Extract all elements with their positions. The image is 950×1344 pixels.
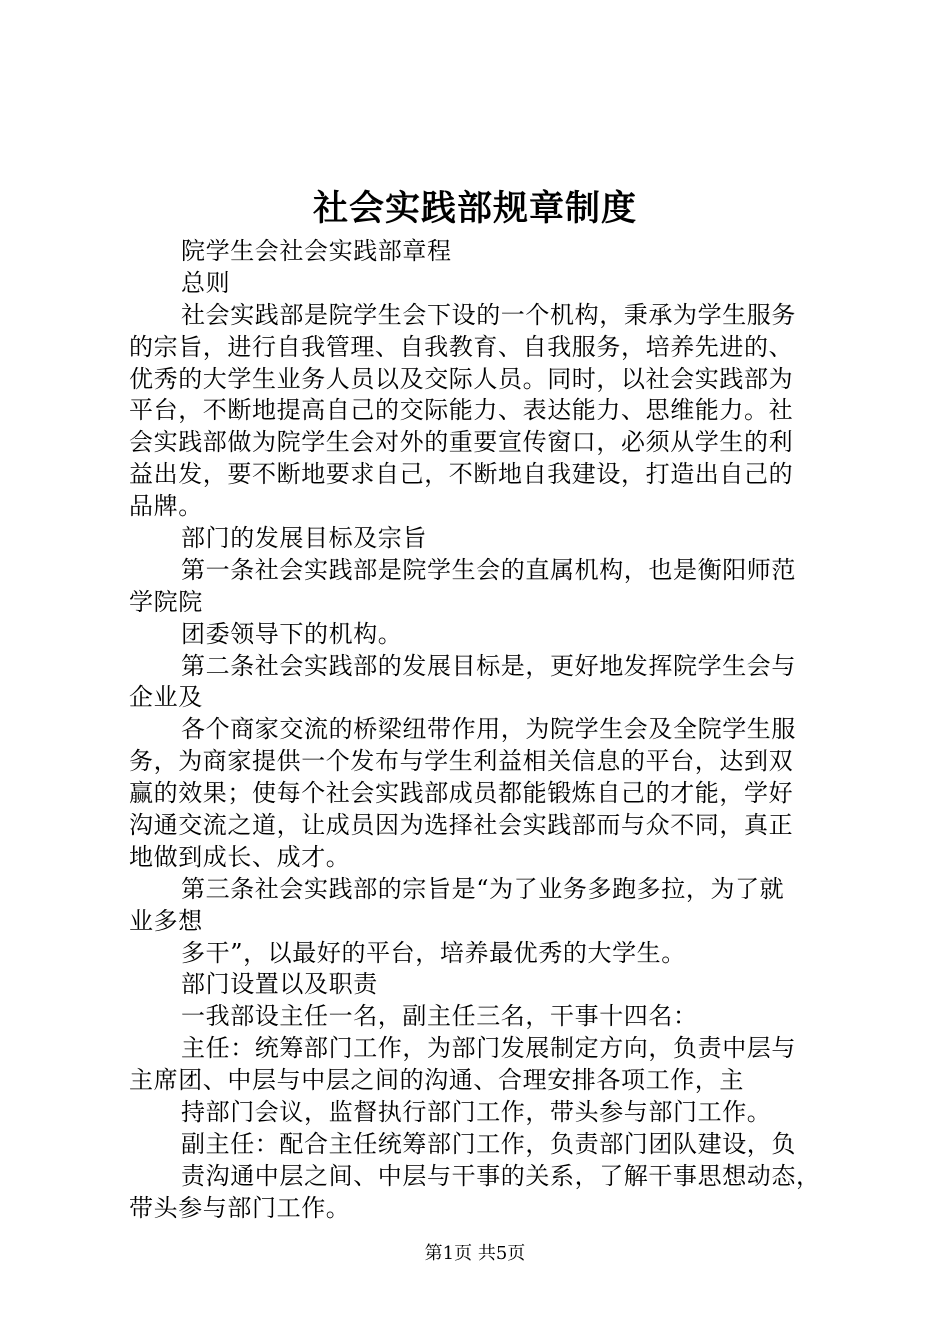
text-line: 会实践部做为院学生会对外的重要宣传窗口，必须从学生的利 <box>129 428 794 457</box>
document-title: 社会实践部规章制度 <box>312 188 637 229</box>
text-line: 责沟通中层之间、中层与干事的关系，了解干事思想动态， <box>181 1161 821 1190</box>
text-line: 社会实践部是院学生会下设的一个机构，秉承为学生服务 <box>181 300 796 329</box>
text-line: 带头参与部门工作。 <box>129 1193 351 1222</box>
text-line: 部门的发展目标及宗旨 <box>181 524 427 553</box>
text-line: 的宗旨，进行自我管理、自我教育、自我服务，培养先进的、 <box>129 332 794 361</box>
text-line: 一我部设主任一名，副主任三名，干事十四名： <box>181 1002 698 1031</box>
text-line: 学院院 <box>129 587 203 616</box>
text-line: 多干”，以最好的平台，培养最优秀的大学生。 <box>181 938 686 967</box>
text-line: 品牌。 <box>129 492 203 521</box>
text-line: 总则 <box>181 268 231 297</box>
text-line: 优秀的大学生业务人员以及交际人员。同时，以社会实践部为 <box>129 364 794 393</box>
document-body <box>129 236 833 1225</box>
page-footer: 第1页 共5页 <box>424 1243 526 1264</box>
text-line: 地做到成长、成才。 <box>129 842 351 871</box>
text-line: 部门设置以及职责 <box>181 970 378 999</box>
text-line: 业多想 <box>129 906 203 935</box>
text-line: 团委领导下的机构。 <box>181 619 403 648</box>
text-line: 沟通交流之道，让成员因为选择社会实践部而与众不同，真正 <box>129 811 794 840</box>
text-line: 主任：统筹部门工作，为部门发展制定方向，负责中层与 <box>181 1034 796 1063</box>
text-line: 第三条社会实践部的宗旨是“为了业务多跑多拉，为了就 <box>181 874 785 903</box>
text-line: 益出发，要不断地要求自己，不断地自我建设，打造出自己的 <box>129 460 794 489</box>
text-line: 第一条社会实践部是院学生会的直属机构，也是衡阳师范 <box>181 555 796 584</box>
text-line: 院学生会社会实践部章程 <box>181 237 452 265</box>
text-line: 各个商家交流的桥梁纽带作用，为院学生会及全院学生服 <box>181 715 796 744</box>
text-line: 赢的效果；使每个社会实践部成员都能锻炼自己的才能，学好 <box>129 779 794 808</box>
text-line: 持部门会议，监督执行部门工作，带头参与部门工作。 <box>181 1098 772 1127</box>
text-line: 平台，不断地提高自己的交际能力、表达能力、思维能力。社 <box>129 396 794 425</box>
text-line: 务，为商家提供一个发布与学生利益相关信息的平台，达到双 <box>129 747 794 776</box>
text-line: 企业及 <box>129 683 203 712</box>
text-line: 副主任：配合主任统筹部门工作，负责部门团队建设，负 <box>181 1129 796 1158</box>
text-line: 第二条社会实践部的发展目标是，更好地发挥院学生会与 <box>181 651 796 680</box>
text-line: 主席团、中层与中层之间的沟通、合理安排各项工作，主 <box>129 1066 744 1095</box>
